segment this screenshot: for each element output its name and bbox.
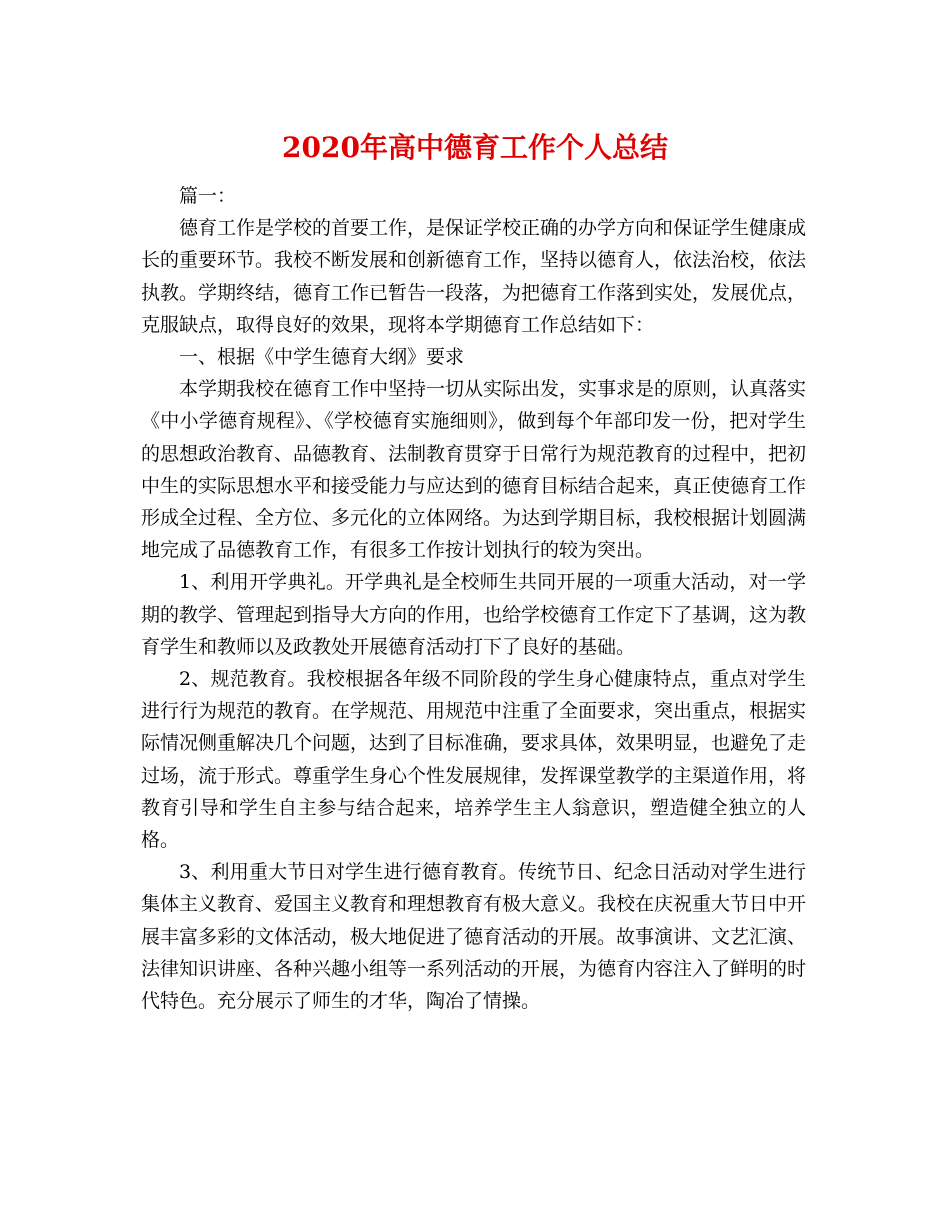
paragraph-item-3: 3、利用重大节日对学生进行德育教育。传统节日、纪念日活动对学生进行集体主义教育、爱国主义教育和理想教育有极大意义。我校在庆祝重大节日中开展丰富多彩的文体活动，极大地促进了德育活动的开展。故事演讲、文艺汇演、法律知识讲座、各种兴趣小组等一系列活动的开展，为德育内容注入了鲜明的时代特色。充分展示了师生的才华，陶冶了情操。 [141,861,807,1013]
document-body [141,180,806,1017]
document-title: 2020年高中德育工作个人总结 [282,131,668,164]
paragraph-section-label: 篇一： [179,185,237,207]
paragraph-intro: 德育工作是学校的首要工作，是保证学校正确的办学方向和保证学生健康成长的重要环节。我校不断发展和创新德育工作，坚持以德育人，依法治校，依法执教。学期终结，德育工作已暂告一段落，为把德育工作落到实处，发展优点，克服缺点，取得良好的效果，现将本学期德育工作总结如下： [141,217,807,336]
paragraph-heading-1: 一、根据《中学生德育大纲》要求 [179,346,465,369]
paragraph-item-2: 2、规范教育。我校根据各年级不同阶段的学生身心健康特点，重点对学生进行行为规范的教育。在学规范、用规范中注重了全面要求，突出重点，根据实际情况侧重解决几个问题，达到了目标准确，要求具体，效果明显，也避免了走过场，流于形式。尊重学生身心个性发展规律，发挥课堂教学的主渠道作用，将教育引导和学生自主参与结合起来，培养学生主人翁意识，塑造健全独立的人格。 [141,668,807,852]
paragraph-item-1: 1、利用开学典礼。开学典礼是全校师生共同开展的一项重大活动，对一学期的教学、管理起到指导大方向的作用，也给学校德育工作定下了基调，这为教育学生和教师以及政教处开展德育活动打下了良好的基础。 [141,571,807,658]
paragraph-body-1: 本学期我校在德育工作中坚持一切从实际出发，实事求是的原则，认真落实《中小学德育规程》、《学校德育实施细则》，做到每个年部印发一份，把对学生的思想政治教育、品德教育、法制教育贯穿于日常行为规范教育的过程中，把初中生的实际思想水平和接受能力与应达到的德育目标结合起来，真正使德育工作形成全过程、全方位、多元化的立体网络。为达到学期目标，我校根据计划圆满地完成了品德教育工作，有很多工作按计划执行的较为突出。 [141,378,807,562]
